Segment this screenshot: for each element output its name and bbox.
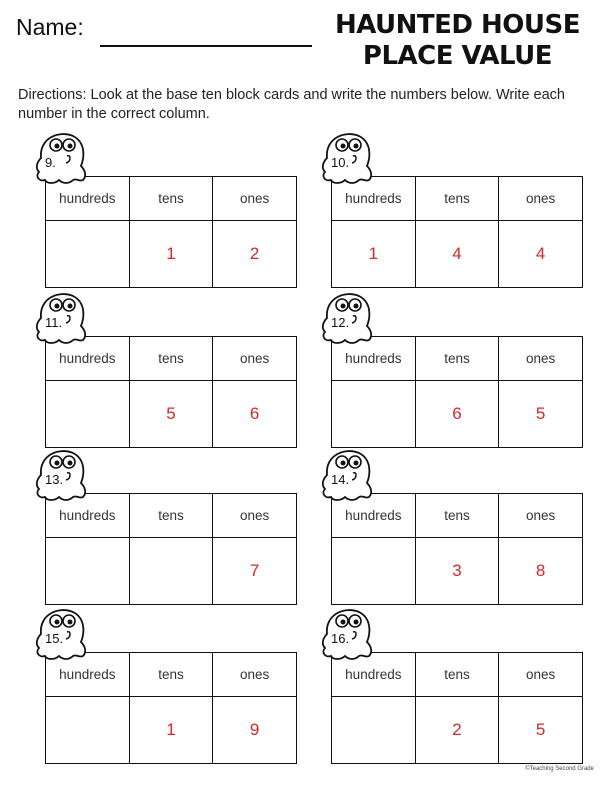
tens-cell[interactable]: [129, 537, 213, 604]
tens-cell[interactable]: 2: [415, 696, 499, 763]
col-header-tens: tens: [129, 177, 213, 221]
problem-number: 9.: [45, 155, 56, 170]
place-value-table: [331, 336, 583, 448]
ghost-icon: [33, 604, 93, 668]
col-header-ones: ones: [499, 337, 583, 381]
col-header-hundreds: hundreds: [46, 177, 130, 221]
col-header-hundreds: hundreds: [332, 494, 416, 538]
problem-card: [331, 631, 591, 812]
hundreds-cell[interactable]: [332, 380, 416, 447]
place-value-table: [45, 493, 297, 605]
tens-cell[interactable]: 1: [129, 696, 213, 763]
copyright-footer: ©Teaching Second Grade: [525, 766, 594, 772]
title-line-1: HAUNTED HOUSE: [334, 10, 580, 40]
ones-cell[interactable]: 4: [499, 220, 583, 287]
ones-cell[interactable]: 7: [213, 537, 297, 604]
tens-cell[interactable]: 4: [415, 220, 499, 287]
hundreds-cell[interactable]: [332, 696, 416, 763]
name-line[interactable]: [100, 45, 312, 47]
place-value-table: [45, 652, 297, 764]
hundreds-cell[interactable]: 1: [332, 220, 416, 287]
hundreds-cell[interactable]: [46, 537, 130, 604]
ghost-icon: [319, 288, 379, 352]
col-header-ones: ones: [499, 653, 583, 697]
ones-cell[interactable]: 5: [499, 380, 583, 447]
ghost-icon: [33, 128, 93, 192]
col-header-tens: tens: [129, 337, 213, 381]
problem-number: 15.: [45, 631, 64, 646]
problem-number: 11.: [45, 315, 63, 330]
ones-cell[interactable]: 2: [213, 220, 297, 287]
col-header-ones: ones: [213, 494, 297, 538]
ghost-icon: [33, 288, 93, 352]
ones-cell[interactable]: 9: [213, 696, 297, 763]
ghost-icon: [319, 128, 379, 192]
col-header-ones: ones: [213, 177, 297, 221]
hundreds-cell[interactable]: [46, 696, 130, 763]
col-header-hundreds: hundreds: [46, 494, 130, 538]
tens-cell[interactable]: 1: [129, 220, 213, 287]
col-header-ones: ones: [213, 337, 297, 381]
col-header-hundreds: hundreds: [46, 337, 130, 381]
place-value-table: [331, 652, 583, 764]
tens-cell[interactable]: 5: [129, 380, 213, 447]
place-value-table: [45, 176, 297, 288]
tens-cell[interactable]: 6: [415, 380, 499, 447]
col-header-tens: tens: [415, 337, 499, 381]
problem-number: 16.: [331, 631, 350, 646]
directions-text: Directions: Look at the base ten block cards and write the numbers below. Write each number in the correct column.: [18, 87, 565, 122]
col-header-tens: tens: [129, 494, 213, 538]
col-header-hundreds: hundreds: [46, 653, 130, 697]
place-value-table: [331, 176, 583, 288]
col-header-hundreds: hundreds: [332, 177, 416, 221]
ghost-icon: [33, 445, 93, 509]
place-value-table: [45, 336, 297, 448]
ghost-icon: [319, 445, 379, 509]
tens-cell[interactable]: 3: [415, 537, 499, 604]
hundreds-cell[interactable]: [46, 380, 130, 447]
problem-number: 10.: [331, 155, 350, 170]
problem-number: 13.: [45, 472, 64, 487]
ones-cell[interactable]: 5: [499, 696, 583, 763]
col-header-ones: ones: [499, 494, 583, 538]
col-header-tens: tens: [415, 177, 499, 221]
worksheet-title: [335, 10, 580, 72]
place-value-table: [331, 493, 583, 605]
col-header-tens: tens: [415, 494, 499, 538]
col-header-tens: tens: [415, 653, 499, 697]
col-header-ones: ones: [499, 177, 583, 221]
problem-card: [45, 631, 305, 812]
hundreds-cell[interactable]: [46, 220, 130, 287]
ones-cell[interactable]: 6: [213, 380, 297, 447]
col-header-ones: ones: [213, 653, 297, 697]
name-label: Name:: [16, 14, 84, 40]
ones-cell[interactable]: 8: [499, 537, 583, 604]
title-line-2: PLACE VALUE: [362, 41, 553, 71]
problem-number: 12.: [331, 315, 350, 330]
col-header-tens: tens: [129, 653, 213, 697]
hundreds-cell[interactable]: [332, 537, 416, 604]
ghost-icon: [319, 604, 379, 668]
col-header-hundreds: hundreds: [332, 337, 416, 381]
problem-number: 14.: [331, 472, 350, 487]
col-header-hundreds: hundreds: [332, 653, 416, 697]
